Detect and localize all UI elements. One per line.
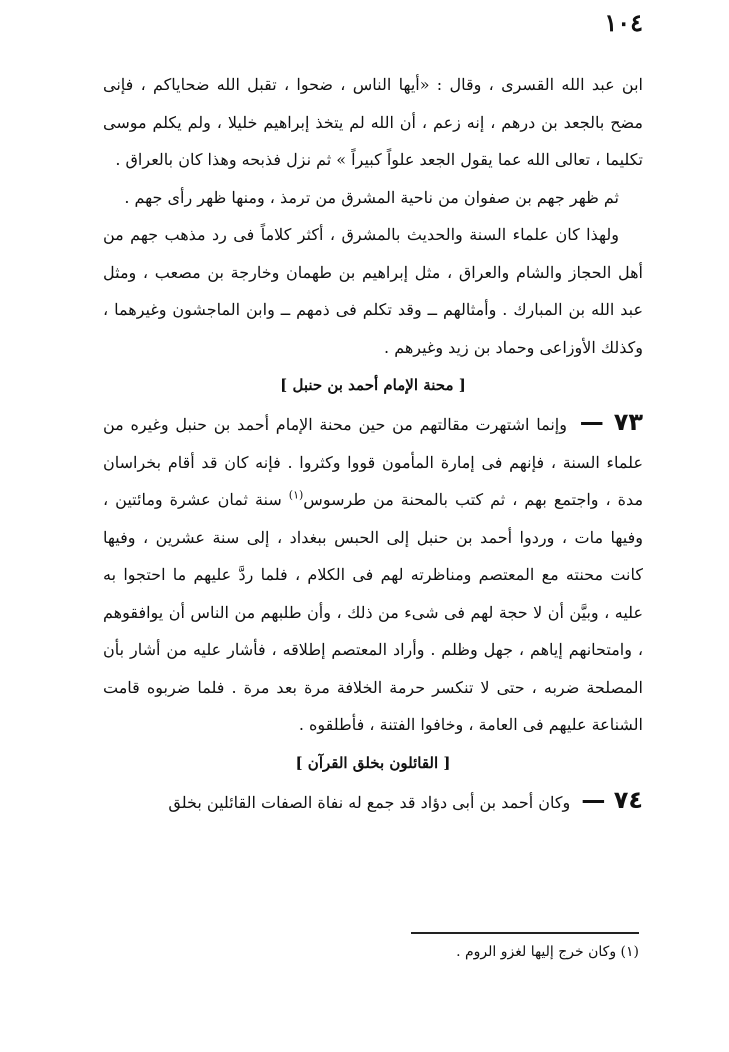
paragraph-74-text: وكان أحمد بن أبى دؤاد قد جمع له نفاة الصفات القائلين بخلق [168, 792, 571, 812]
paragraph-73-text-a: وإنما اشتهرت مقالتهم من حين محنة الإمام أحمد بن حنبل وغيره من علماء السنة ، فإنهم فى إمارة المأمون قووا وكثروا . فإنه كان قد أقام بخراسان مدة ، واجتمع بهم ، ثم كتب بالمحنة من طرسوس [103, 415, 644, 509]
section-heading-mihna: [ محنة الإمام أحمد بن حنبل ] [280, 376, 466, 394]
paragraph-3: ولهذا كان علماء السنة والحديث بالمشرق ، أكثر كلاماً فى رد مذهب جهم من أهل الحجاز والشام والعراق ، مثل إبراهيم بن طهمان وخارجة بن مصعب ، ومثل عبد الله بن المبارك . وأمثالهم ــ وقد تكلم فى ذمهم ــ وابن الماجشون وغيرهما ، وكذلك الأوزاعى وحماد بن زيد وغيرهم . [103, 225, 643, 357]
footnote-divider [411, 932, 639, 934]
section-heading-quran: [ القائلون بخلق القرآن ] [295, 753, 451, 772]
paragraph-74 [103, 782, 643, 822]
paragraph-number-74: ٧٤ — [581, 785, 643, 814]
paragraph-2: ثم ظهر جهم بن صفوان من ناحية المشرق من ترمذ ، ومنها ظهر رأى جهم . [124, 187, 619, 207]
page-number: ١٠٤ [604, 8, 643, 37]
paragraph-number-73: ٧٣ — [579, 408, 643, 436]
paragraph-1: ابن عبد الله القسرى ، وقال : «أيها الناس ، ضحوا ، تقبل الله ضحاياكم ، فإنى مضح بالجعد بن درهم ، إنه زعم ، أن الله لم يتخذ إبراهيم خليلا ، ولم يكلم موسى تكليما ، تعالى الله عما يقول الجعد علواً كبيراً » ثم نزل فذبحه وهذا كان بالعراق . [103, 75, 643, 169]
body-text [103, 66, 643, 821]
footnote: (١) وكان خرج إليها لغزو الروم . [456, 944, 639, 960]
paragraph-73 [103, 404, 643, 744]
footnote-marker: (١) [288, 488, 304, 502]
paragraph-73-text-b: سنة ثمان عشرة ومائتين ، وفيها مات ، وردوا أحمد بن حنبل إلى الحبس ببغداد ، إلى سنة عشرين ، وفيها كانت محنته مع المعتصم ومناظرته لهم فى الكلام ، فلما ردَّ عليهم ما احتجوا به عليه ، وبيَّن أن لا حجة لهم فى شىء من ذلك ، وأن طلبهم من الناس أن يوافقوهم ، وامتحانهم إياهم ، جهل وظلم . وأراد المعتصم إطلاقه ، فأشار عليه من أشار بأن المصلحة ضربه ، حتى لا تنكسر حرمة الخلافة مرة بعد مرة . فلما ضربوه قامت الشناعة عليهم فى العامة ، وخافوا الفتنة ، فأطلقوه . [103, 490, 643, 734]
